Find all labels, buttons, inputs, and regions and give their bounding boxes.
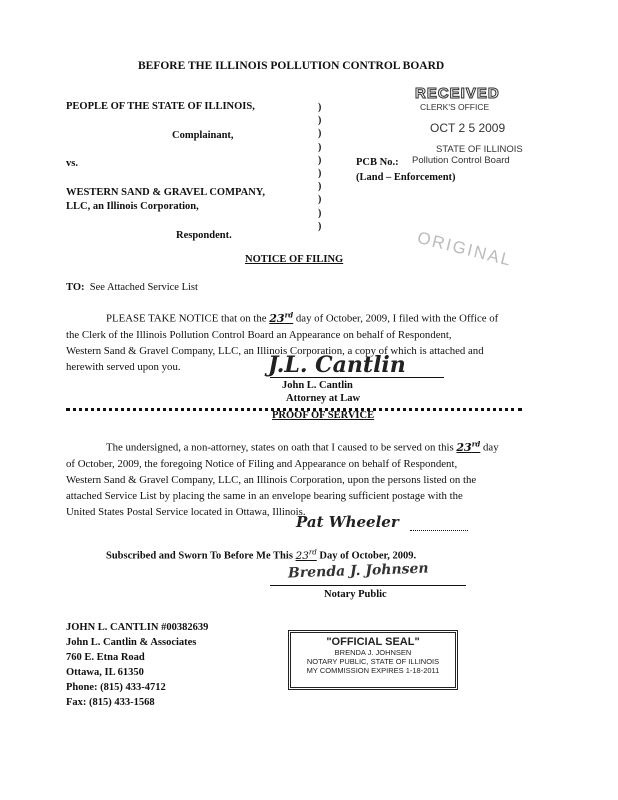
received-stamp-state: STATE OF ILLINOIS bbox=[436, 144, 523, 155]
plaintiff-role: Complainant, bbox=[172, 130, 234, 141]
proof-day: 23 bbox=[456, 440, 472, 454]
attorney-contact-block: JOHN L. CANTLIN #00382639 John L. Cantlin & Associates 760 E. Etna Road Ottawa, IL 61350 Phone: (815) 433-4712 Fax: (815) 433-1568 bbox=[66, 622, 209, 708]
notary-label: Notary Public bbox=[324, 589, 387, 600]
proof-paragraph: The undersigned, a non-attorney, states on oath that I caused to be served on this 23rd day of October, 2009, the foregoing Notice of Filing and Appearance on behalf of Respondent, Western Sand & Gravel Company, LLC, an Illinois Corporation, upon the persons listed on the attached Service List by placing the same in an envelope bearing sufficient postage with the United States Postal Service located in Ottawa, Illinois. bbox=[66, 439, 499, 518]
defendant-name-line1: WESTERN SAND & GRAVEL COMPANY, bbox=[66, 187, 266, 198]
signer-name: John L. Cantlin bbox=[282, 380, 353, 391]
case-type: (Land – Enforcement) bbox=[356, 172, 456, 183]
notice-paragraph: PLEASE TAKE NOTICE that on the 23rd day of October, 2009, I filed with the Office of the Clerk of the Illinois Pollution Control Board an Appearance on behalf of Respondent, Western Sand & Gravel Company, LLC, an Illinois Corporation, a copy of which is attached and herewith served upon you. bbox=[66, 310, 499, 373]
server-signature: Pat Wheeler bbox=[296, 513, 399, 531]
court-header: BEFORE THE ILLINOIS POLLUTION CONTROL BOARD bbox=[138, 60, 445, 72]
caption-parens: ) ) ) ) ) ) ) ) ) ) bbox=[318, 102, 322, 232]
notary-line bbox=[270, 585, 466, 586]
received-stamp-office: CLERK'S OFFICE bbox=[420, 102, 490, 112]
original-stamp: ORIGINAL bbox=[415, 228, 515, 270]
defendant-role: Respondent. bbox=[176, 230, 232, 241]
attorney-signature: J.L. Cantlin bbox=[268, 352, 406, 378]
received-stamp-board: Pollution Control Board bbox=[412, 155, 510, 166]
pcb-number-label: PCB No.: bbox=[356, 157, 399, 168]
received-stamp-date: OCT 2 5 2009 bbox=[430, 121, 506, 135]
signature-line bbox=[270, 377, 444, 378]
notice-title: NOTICE OF FILING bbox=[245, 254, 344, 265]
plaintiff-name: PEOPLE OF THE STATE OF ILLINOIS, bbox=[66, 101, 255, 112]
sworn-statement: Subscribed and Sworn To Before Me This 23rd Day of October, 2009. bbox=[106, 548, 417, 562]
notice-day: 23 bbox=[269, 311, 285, 325]
signer-title: Attorney at Law bbox=[286, 393, 361, 404]
proof-title: PROOF OF SERVICE bbox=[272, 410, 375, 421]
notary-signature: Brenda J. Johnsen bbox=[287, 560, 429, 582]
versus-label: vs. bbox=[66, 158, 78, 169]
notice-to: TO: See Attached Service List bbox=[66, 282, 198, 293]
received-stamp-title: RECEIVED bbox=[415, 85, 500, 102]
defendant-name-line2: LLC, an Illinois Corporation, bbox=[66, 201, 199, 212]
server-signature-line bbox=[410, 530, 468, 531]
official-seal: "OFFICIAL SEAL" BRENDA J. JOHNSEN NOTARY PUBLIC, STATE OF ILLINOIS MY COMMISSION EXPIRES 1-18-2011 bbox=[288, 630, 458, 690]
